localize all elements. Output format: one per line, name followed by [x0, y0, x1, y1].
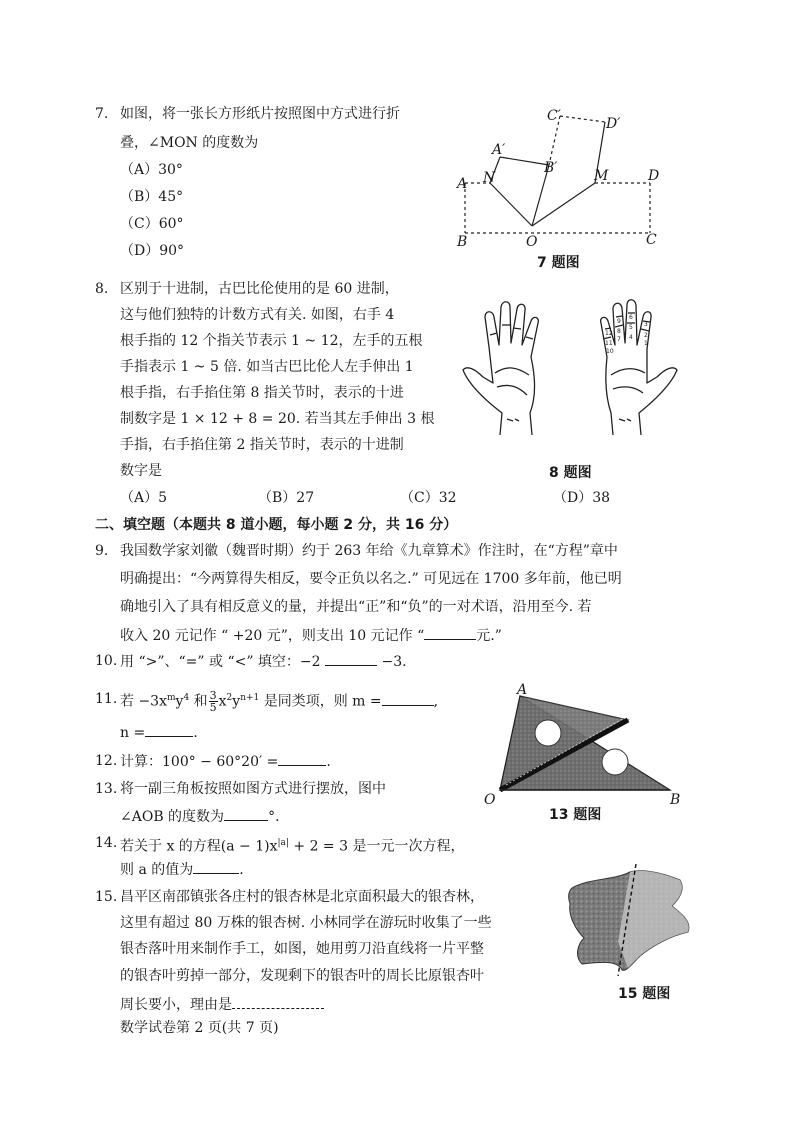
- q9-line4-before: 收入 20 元记作 “ +20 元”，则支出 10 元记作 “: [120, 628, 425, 644]
- q12-text-after: .: [326, 754, 331, 770]
- q14-answer-blank[interactable]: [193, 859, 239, 874]
- q13-set-squares-figure: [480, 690, 690, 800]
- q11-frac-den: 5: [209, 701, 217, 715]
- q11-n-equals: n =: [120, 725, 146, 741]
- q7-figure-caption: 7 题图: [537, 255, 580, 271]
- q7-label-a: A: [457, 176, 468, 192]
- q15-line1: 昌平区南邵镇张各庄村的银杏林是北京面积最大的银杏林，: [120, 889, 484, 905]
- q7-label-n: N: [483, 170, 496, 186]
- q8-option-b: （B）27: [258, 490, 315, 506]
- q14-number: 14.: [95, 835, 118, 851]
- q11-n-blank[interactable]: [145, 722, 193, 737]
- q14-line1: [120, 833, 464, 857]
- q13-line2-after: °.: [268, 809, 280, 825]
- q15-number: 15.: [95, 889, 118, 905]
- q8-line2: 这与他们独特的计数方式有关. 如图，右手 4: [120, 307, 395, 323]
- q13-line2-before: ∠AOB 的度数为: [120, 809, 225, 825]
- q7-label-b-prime: B′: [544, 160, 558, 176]
- svg-text:7: 7: [617, 336, 621, 343]
- q8-line5: 根手指，右手掐住第 8 指关节时，表示的十进: [120, 385, 404, 401]
- section2-title: 二、填空题（本题共 8 道小题，每小题 2 分，共 16 分）: [95, 517, 458, 533]
- q11-line1: [120, 683, 438, 717]
- q9-line4: [120, 625, 502, 646]
- q7-line1: 如图，将一张长方形纸片按照图中方式进行折: [120, 106, 400, 122]
- q7-option-b: （B）45°: [120, 189, 184, 205]
- q8-line4: 手指表示 1 ~ 5 倍. 如当古巴比伦人左手伸出 1: [120, 359, 414, 375]
- q9-line3: 确地引入了具有相反意义的量，并提出“正”和“负”的一对术语，沿用至今. 若: [120, 599, 592, 615]
- q9-number: 9.: [95, 543, 109, 559]
- q15-answer-blank[interactable]: [232, 994, 324, 1009]
- q13-label-o: O: [484, 792, 496, 808]
- q12-answer-blank[interactable]: [278, 751, 326, 766]
- q13-line2: [120, 806, 280, 827]
- q13-label-b: B: [670, 792, 681, 808]
- q14-exponent: |a|: [277, 838, 289, 848]
- q11-m-equals: 是同类项，则 m =: [259, 693, 382, 710]
- q15-last-line: 周长要小，理由是: [120, 997, 232, 1013]
- q10-text-after: −3.: [381, 654, 407, 670]
- q15-line2: 这里有超过 80 万株的银杏树. 小林同学在游玩时收集了一些: [120, 915, 492, 931]
- q10-text: [120, 651, 407, 672]
- q15-ginkgo-leaf-figure: [560, 860, 700, 980]
- q8-option-c: （C）32: [400, 490, 457, 506]
- q14-line1-before: 若关于 x 的方程(a − 1)x: [120, 838, 278, 855]
- q8-hands-figure: [455, 295, 695, 455]
- q15-line3: 银杏落叶用来制作手工，如图，她用剪刀沿直线将一片平整: [120, 941, 484, 957]
- q8-line3: 根手指的 12 个指关节表示 1 ~ 12，左手的五根: [120, 333, 423, 349]
- q10-answer-blank[interactable]: [325, 651, 377, 666]
- q11-exp-4: 4: [183, 693, 190, 703]
- q12-text: [120, 751, 331, 772]
- q13-answer-blank[interactable]: [224, 806, 268, 821]
- q7-option-a: （A）30°: [120, 162, 183, 178]
- q15-line5: [120, 994, 324, 1015]
- q7-label-o: O: [526, 234, 538, 250]
- q13-number: 13.: [95, 781, 118, 797]
- q13-label-a: A: [517, 682, 528, 698]
- q11-line2-end: .: [193, 725, 198, 741]
- q15-line4: 的银杏叶剪掉一部分，发现剩下的银杏叶的周长比原银杏叶: [120, 968, 484, 984]
- q8-line8: 数字是: [120, 463, 162, 479]
- q11-frac-num: 3: [209, 689, 217, 703]
- q9-line4-after: 元.”: [476, 628, 502, 644]
- svg-text:2: 2: [644, 332, 648, 339]
- q14-line2: [120, 859, 244, 880]
- q14-line1-after: + 2 = 3 是一元一次方程，: [288, 838, 465, 855]
- q13-line1: 将一副三角板按照如图方式进行摆放，图中: [120, 781, 386, 797]
- svg-text:11: 11: [605, 340, 613, 347]
- svg-text:4: 4: [629, 334, 633, 341]
- svg-text:5: 5: [629, 324, 633, 331]
- q11-fraction: [209, 690, 218, 713]
- q12-text-before: 计算：100° − 60°20′ =: [120, 754, 279, 770]
- svg-text:1: 1: [644, 340, 648, 347]
- q7-line2: 叠，∠MON 的度数为: [120, 135, 259, 151]
- q9-line2: 明确提出：“今两算得失相反，要令正负以名之.” 可见远在 1700 多年前，他已明: [120, 571, 622, 587]
- q8-line1: 区别于十进制，古巴比伦使用的是 60 进制，: [120, 281, 399, 297]
- q11-number: 11.: [95, 691, 118, 707]
- q7-label-c-prime: C′: [547, 108, 561, 124]
- q8-option-a: （A）5: [120, 490, 168, 506]
- q7-label-c: C: [646, 232, 657, 248]
- svg-text:8: 8: [617, 328, 621, 335]
- q11-exp-2: 2: [226, 693, 233, 703]
- q8-line7: 手指，右手掐住第 2 指关节时，表示的十进制: [120, 437, 404, 453]
- q15-figure-caption: 15 题图: [618, 986, 671, 1002]
- q12-number: 12.: [95, 753, 118, 769]
- q11-term1-y: y: [175, 693, 184, 710]
- q7-label-d: D: [648, 168, 660, 184]
- svg-text:12: 12: [605, 330, 613, 337]
- q11-exp-n1: n+1: [240, 693, 260, 703]
- q8-option-d: （D）38: [553, 490, 611, 506]
- svg-text:6: 6: [629, 314, 633, 321]
- q14-line2-before: 则 a 的值为: [120, 862, 194, 878]
- q13-figure-caption: 13 题图: [549, 807, 602, 823]
- q11-and: 和: [189, 693, 208, 710]
- q10-number: 10.: [95, 653, 118, 669]
- q10-text-before: 用 “>”、“=” 或 “<” 填空：−2: [120, 654, 321, 670]
- q11-term2-y: y: [232, 693, 241, 710]
- q9-line1: 我国数学家刘徽（魏晋时期）约于 263 年给《九章算术》作注时，在“方程”章中: [120, 543, 618, 559]
- q7-label-d-prime: D′: [606, 116, 621, 132]
- q7-option-c: （C）60°: [120, 216, 184, 232]
- svg-text:3: 3: [644, 321, 648, 328]
- q11-m-blank[interactable]: [382, 691, 434, 706]
- q8-figure-caption: 8 题图: [549, 465, 592, 481]
- q7-number: 7.: [95, 106, 109, 122]
- q11-line2: [120, 722, 198, 743]
- q14-line2-after: .: [239, 862, 244, 878]
- svg-text:10: 10: [606, 348, 614, 355]
- q8-number: 8.: [95, 281, 109, 297]
- q7-label-a-prime: A′: [492, 142, 506, 158]
- q11-term1-coef: 若 −3x: [120, 693, 167, 710]
- q7-option-d: （D）90°: [120, 243, 185, 259]
- q8-line6: 制数字是 1 × 12 + 8 = 20. 若当其左手伸出 3 根: [120, 411, 435, 427]
- q9-answer-blank[interactable]: [424, 625, 476, 640]
- page-footer: 数学试卷第 2 页(共 7 页): [120, 1020, 279, 1036]
- q11-comma: ,: [433, 693, 439, 710]
- svg-text:9: 9: [617, 318, 621, 325]
- q11-term2-x: x: [218, 693, 227, 710]
- q7-label-b: B: [457, 234, 468, 250]
- q11-exp-m: m: [166, 693, 176, 703]
- q7-label-m: M: [594, 168, 609, 184]
